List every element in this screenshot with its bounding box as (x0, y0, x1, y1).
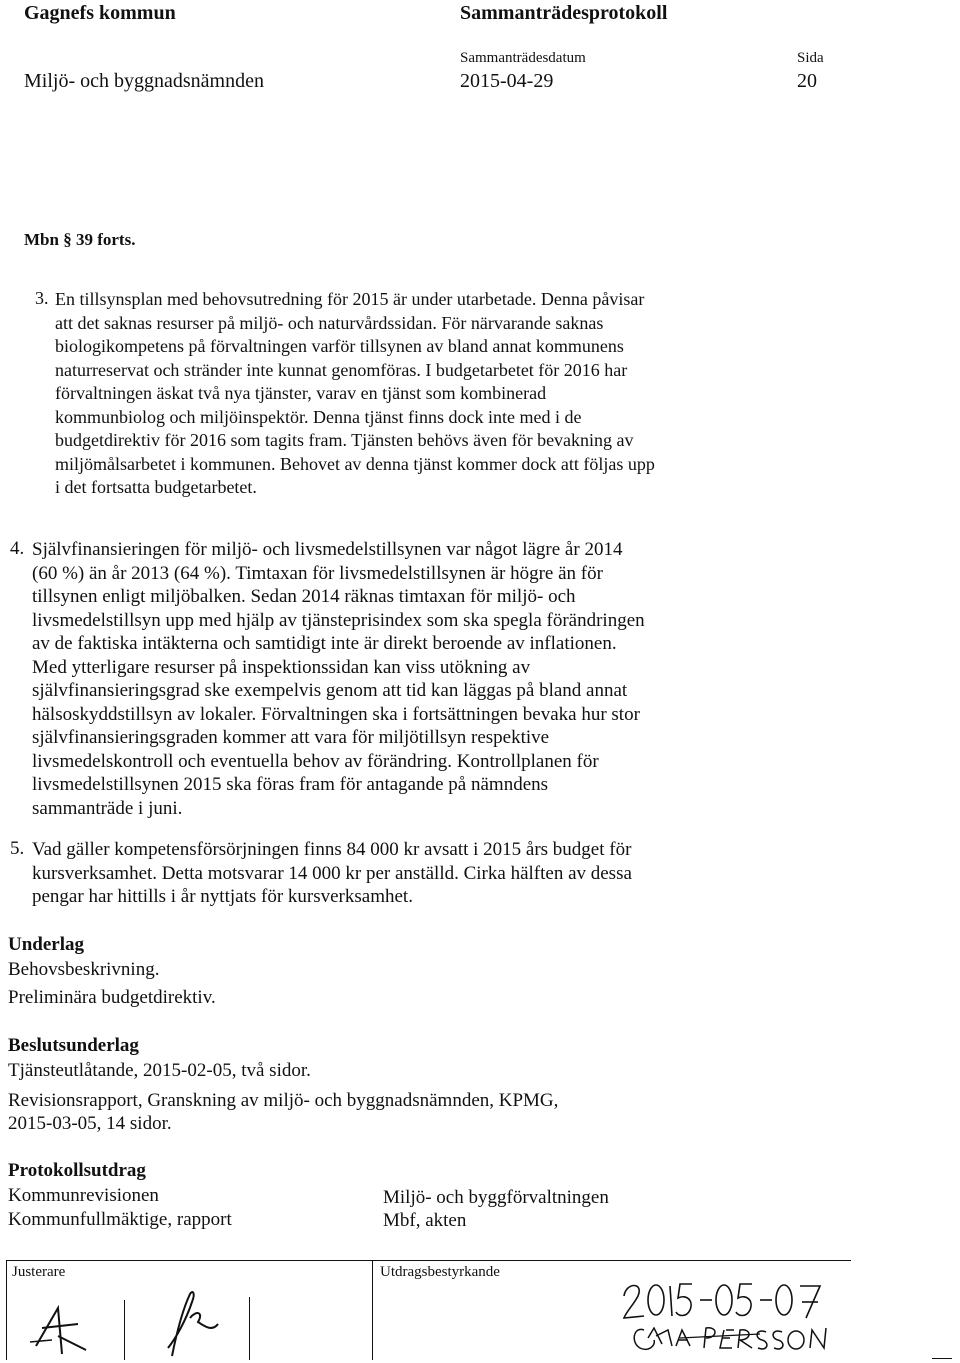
handwritten-date-and-name (620, 1268, 850, 1358)
board-name: Miljö- och byggnadsnämnden (24, 70, 264, 92)
list-item-number: 5. (10, 838, 25, 859)
organization-name: Gagnefs kommun (24, 2, 176, 24)
meeting-date: 2015-04-29 (460, 70, 554, 92)
divider (6, 1260, 851, 1261)
beslutsunderlag-line: 2015-03-05, 14 sidor. (8, 1113, 172, 1134)
list-item-number: 4. (10, 538, 25, 559)
recipient-left: Kommunrevisionen (8, 1185, 159, 1206)
document-type: Sammanträdesprotokoll (460, 2, 668, 24)
underlag-heading: Underlag (8, 934, 84, 955)
utdragsbestyrkande-label: Utdragsbestyrkande (380, 1264, 500, 1280)
divider (932, 1358, 952, 1359)
recipient-right: Mbf, akten (383, 1210, 467, 1231)
signature-initials-2 (146, 1286, 226, 1360)
list-item-text: Självfinansieringen för miljö- och livsmedelstillsynen var något lägre år 2014 (60 %) än år 2013 (64 %). Timtaxan för livsmedelstillsynen är högre än för tillsynen enligt miljöbalken. Sedan 2014 räknas timtaxan för miljö- och livsmedelstillsyn upp med hjälp av tjänsteprisindex som ska spegla förändringen av de faktiska intäkterna och samtidigt inte är direkt beroende av inflationen. Med ytterligare resurser på inspektionssidan kan viss utökning av självfinansieringsgrad ske exempelvis genom att tid kan läggas på bland annat hälsoskyddstillsyn av lokaler. Förvaltningen ska i fortsättningen bevaka hur stor självfinansieringsgraden kommer att vara för miljötillsyn respektive livsmedelskontroll och eventuella behov av förändring. Kontrollplanen för livsmedelstillsynen 2015 ska föras fram för antagande på nämndens sammanträde i juni. (32, 539, 645, 819)
recipient-left: Kommunfullmäktige, rapport (8, 1209, 232, 1230)
divider (6, 1260, 7, 1360)
signature-initials-1 (28, 1298, 98, 1360)
section-heading: Mbn § 39 forts. (24, 230, 136, 249)
underlag-line: Behovsbeskrivning. (8, 959, 160, 980)
signature-box (6, 1260, 851, 1360)
protokollsutdrag-heading: Protokollsutdrag (8, 1160, 146, 1181)
list-item-text: Vad gäller kompetensförsörjningen finns 84 000 kr avsatt i 2015 års budget för kursverksamhet. Detta motsvarar 14 000 kr per anställd. Cirka hälften av dessa pengar har hittills i år nyttjats för kursverksamhet. (32, 839, 632, 907)
divider (249, 1297, 250, 1360)
page-label: Sida (797, 50, 824, 66)
beslutsunderlag-line: Revisionsrapport, Granskning av miljö- och byggnadsnämnden, KPMG, (8, 1090, 559, 1111)
beslutsunderlag-heading: Beslutsunderlag (8, 1035, 139, 1056)
meeting-date-label: Sammanträdesdatum (460, 50, 586, 66)
justerare-label: Justerare (12, 1264, 66, 1280)
recipient-right: Miljö- och byggförvaltningen (383, 1187, 609, 1208)
divider (372, 1260, 373, 1360)
page-number: 20 (797, 70, 817, 92)
list-item-number: 3. (35, 288, 49, 308)
beslutsunderlag-line: Tjänsteutlåtande, 2015-02-05, två sidor. (8, 1060, 311, 1081)
list-item-text: En tillsynsplan med behovsutredning för 2015 är under utarbetade. Denna påvisar att det saknas resurser på miljö- och naturvårdssidan. För närvarande saknas biologikompetens på förvaltningen varför tillsynen av bland annat kommunens naturreservat och stränder inte kunnat genomföras. I budgetarbetet för 2016 har förvaltningen äskat två nya tjänster, varav en tjänst som kombinerad kommunbiolog och miljöinspektör. Denna tjänst finns dock inte med i de budgetdirektiv för 2016 som tagits fram. Tjänsten behövs även för bevakning av miljömålsarbetet i kommunen. Behovet av denna tjänst kommer dock att följas upp i det fortsatta budgetarbetet. (55, 289, 655, 497)
underlag-line: Preliminära budgetdirektiv. (8, 987, 216, 1008)
divider (124, 1300, 125, 1360)
